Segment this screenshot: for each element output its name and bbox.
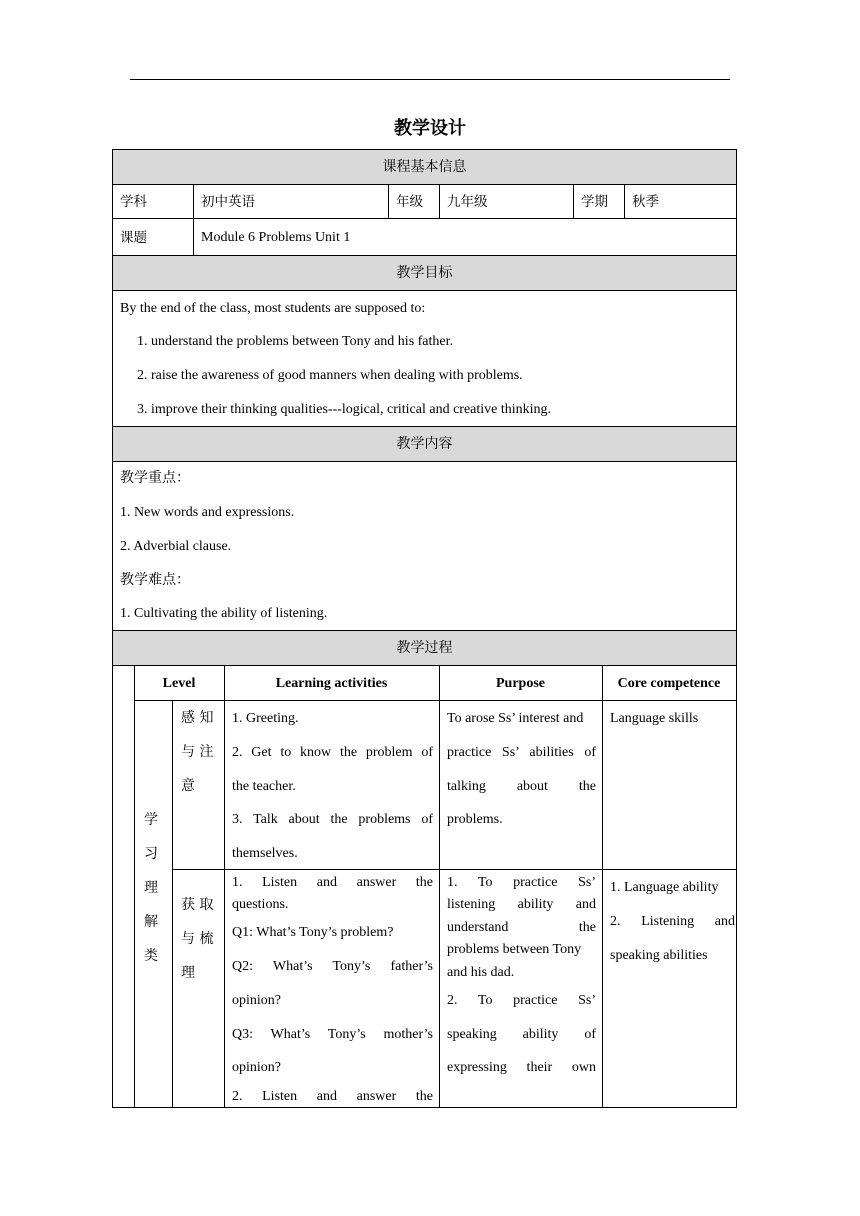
subject-value: 初中英语 <box>201 194 255 210</box>
row2-purpose-line: understand the <box>447 920 596 935</box>
table-border-bottom <box>112 1107 737 1108</box>
row2-competence-line: 2. Listening and <box>610 914 735 929</box>
category-char: 理 <box>144 880 158 896</box>
table-border-left <box>112 665 113 1108</box>
row1-activity-line: 3. Talk about the problems of <box>232 812 433 827</box>
row2-activity-line: Q3: What’s Tony’s mother’s <box>232 1027 433 1042</box>
key-point-item: 2. Adverbial clause. <box>120 539 232 554</box>
row2-activity-line: 2. Listen and answer the <box>232 1089 433 1104</box>
row2-activity-line: 1. Listen and answer the <box>232 875 433 890</box>
row2-competence-line: speaking abilities <box>610 948 708 963</box>
row1-activity-line: 1. Greeting. <box>232 711 299 726</box>
divider <box>439 184 440 219</box>
divider <box>439 665 440 1108</box>
row2-purpose-line: problems between Tony <box>447 942 582 957</box>
divider <box>224 665 225 1108</box>
topic-label: 课题 <box>120 230 147 246</box>
column-header-level: Level <box>162 676 196 691</box>
topic-value: Module 6 Problems Unit 1 <box>201 230 351 245</box>
row2-purpose-line: listening ability and <box>447 897 596 912</box>
row2-purpose-line: expressing their own <box>447 1060 596 1075</box>
divider <box>602 665 603 1108</box>
category-char: 学 <box>144 812 158 828</box>
divider <box>388 184 389 219</box>
row1-level-line: 意 <box>181 778 195 794</box>
row1-activity-line: 2. Get to know the problem of <box>232 745 433 760</box>
column-header-core-competence: Core competence <box>617 676 721 691</box>
category-char: 类 <box>144 948 158 964</box>
header-rule <box>130 79 730 80</box>
row2-activity-line: Q1: What’s Tony’s problem? <box>232 925 394 940</box>
section-header-goals-label: 教学目标 <box>396 265 453 281</box>
goals-intro: By the end of the class, most students are supposed to: <box>120 301 426 316</box>
row2-level-line: 与 梳 <box>181 931 214 947</box>
row2-activity-line: opinion? <box>232 1060 281 1075</box>
section-header-content-label: 教学内容 <box>396 436 453 452</box>
row2-activity-line: questions. <box>232 897 289 912</box>
row1-activity-line: themselves. <box>232 846 298 861</box>
row2-competence-line: 1. Language ability <box>610 880 719 895</box>
row2-level-line: 理 <box>181 965 195 981</box>
section-header-basic-info <box>112 149 737 185</box>
row1-purpose-line: practice Ss’ abilities of <box>447 745 596 760</box>
subject-label: 学科 <box>120 194 147 210</box>
term-value: 秋季 <box>632 194 659 210</box>
divider <box>134 665 135 1108</box>
key-points-label: 教学重点： <box>120 470 190 486</box>
row1-level-line: 感 知 <box>181 710 214 726</box>
grade-value: 九年级 <box>447 194 488 210</box>
row1-activity-line: the teacher. <box>232 779 296 794</box>
goal-item: 3. improve their thinking qualities---logical, critical and creative thinking. <box>137 402 552 417</box>
row1-competence-line: Language skills <box>610 711 699 726</box>
row1-purpose-line: problems. <box>447 812 503 827</box>
row2-purpose-line: speaking ability of <box>447 1027 596 1042</box>
section-header-process <box>112 630 737 666</box>
difficult-points-label: 教学难点： <box>120 572 190 588</box>
row2-purpose-line: 2. To practice Ss’ <box>447 993 596 1008</box>
category-char: 解 <box>144 914 158 930</box>
section-header-content <box>112 426 737 462</box>
row1-purpose-line: talking about the <box>447 779 596 794</box>
table-border-right <box>736 665 737 1108</box>
row2-activity-line: opinion? <box>232 993 281 1008</box>
row2-purpose-line: and his dad. <box>447 965 515 980</box>
grade-label: 年级 <box>396 194 423 210</box>
divider <box>172 700 173 1108</box>
row1-purpose-line: To arose Ss’ interest and <box>447 711 584 726</box>
divider <box>573 184 574 219</box>
term-label: 学期 <box>581 194 608 210</box>
column-header-learning-activities: Learning activities <box>275 676 388 691</box>
row2-activity-line: Q2: What’s Tony’s father’s <box>232 959 433 974</box>
section-header-process-label: 教学过程 <box>396 640 453 656</box>
column-header-purpose: Purpose <box>496 676 545 691</box>
section-header-basic-info-label: 课程基本信息 <box>382 159 467 175</box>
category-char: 习 <box>144 846 158 862</box>
document-title: 教学设计 <box>394 118 466 139</box>
goal-item: 1. understand the problems between Tony and his father. <box>137 334 454 349</box>
row1-level-line: 与 注 <box>181 744 214 760</box>
difficult-point-item: 1. Cultivating the ability of listening. <box>120 606 328 621</box>
process-row-divider <box>172 869 737 870</box>
key-point-item: 1. New words and expressions. <box>120 505 295 520</box>
section-header-goals <box>112 255 737 291</box>
row2-purpose-line: 1. To practice Ss’ <box>447 875 596 890</box>
divider <box>624 184 625 219</box>
divider <box>193 218 194 256</box>
goal-item: 2. raise the awareness of good manners when dealing with problems. <box>137 368 523 383</box>
row2-level-line: 获 取 <box>181 897 214 913</box>
